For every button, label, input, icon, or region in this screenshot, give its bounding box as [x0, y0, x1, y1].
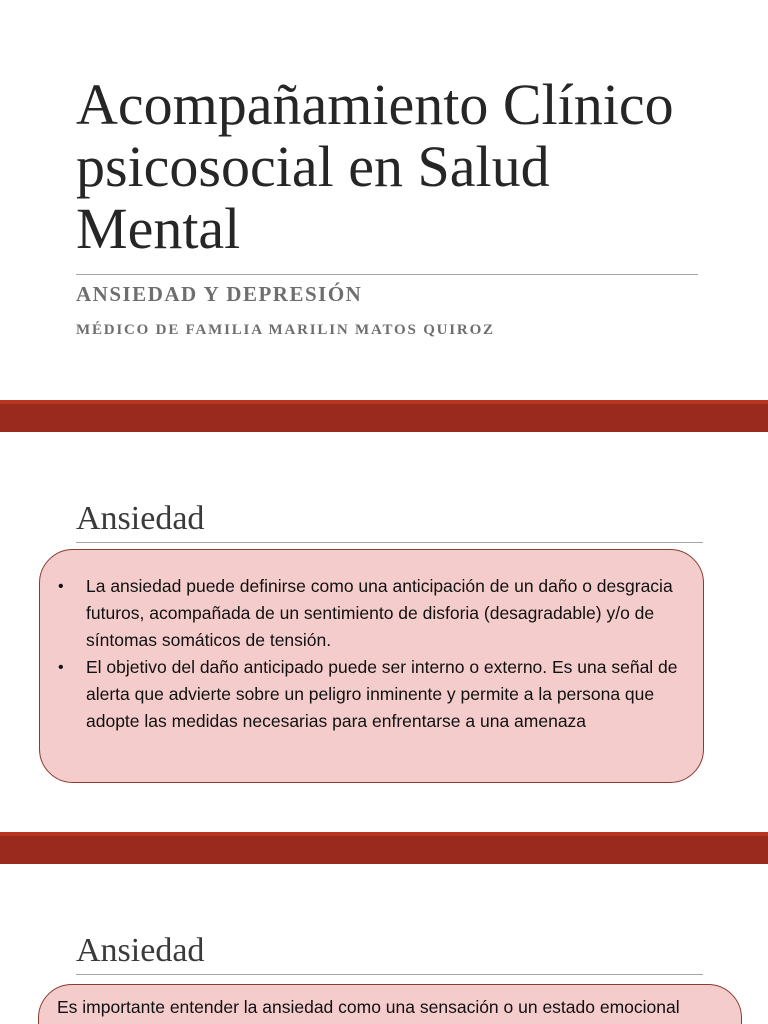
bullet-item: • El objetivo del daño anticipado puede ser interno o externo. Es una señal de alerta que advierte sobre un peligro inminente y permite a la persona que adopte las medidas necesarias para enfrentarse a una amenaza	[56, 654, 683, 735]
content-slide-1	[0, 432, 768, 832]
content-slide-2	[0, 864, 768, 1024]
content-box	[38, 984, 742, 1024]
content-box	[39, 549, 704, 783]
slide-separator	[0, 832, 768, 864]
slide-title: Ansiedad	[76, 932, 205, 969]
bullet-list	[56, 573, 683, 735]
title-divider	[76, 274, 698, 275]
title-divider	[76, 542, 703, 543]
presentation-subtitle: ANSIEDAD Y DEPRESIÓN	[76, 282, 363, 306]
presentation-title: Acompañamiento Clínico psicosocial en Salud Mental	[76, 72, 674, 261]
body-paragraph: Es importante entender la ansiedad como una sensación o un estado emocional	[57, 997, 680, 1017]
presentation-author: MÉDICO DE FAMILIA MARILIN MATOS QUIROZ	[76, 322, 495, 338]
slide-separator	[0, 400, 768, 432]
bullet-item: • La ansiedad puede definirse como una anticipación de un daño o desgracia futuros, acompañada de un sentimiento de disforia (desagradable) y/o de síntomas somáticos de tensión.	[56, 573, 683, 654]
slide-title: Ansiedad	[76, 500, 205, 537]
title-slide	[0, 0, 768, 400]
title-divider	[76, 974, 703, 975]
